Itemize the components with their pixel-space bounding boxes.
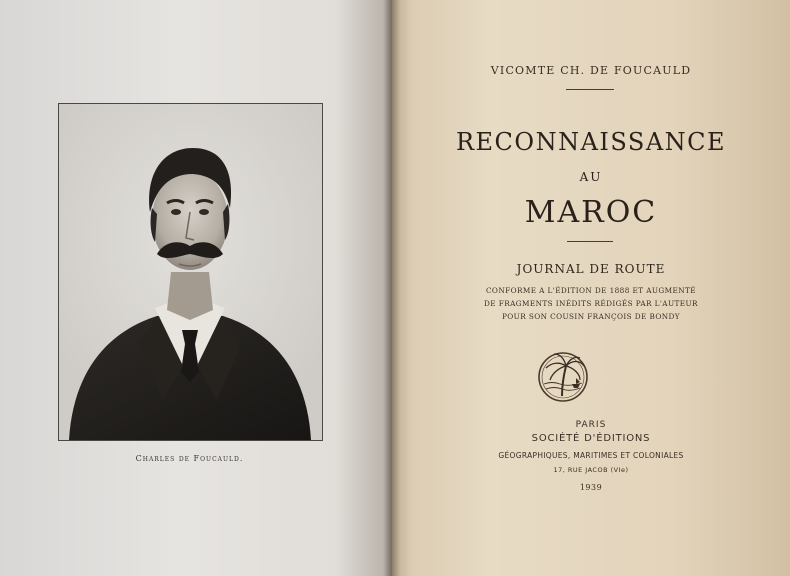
- publication-year: 1939: [579, 483, 603, 492]
- publisher-city: PARIS: [575, 420, 607, 430]
- title-line-3: MAROC: [524, 195, 658, 230]
- author-name: VICOMTE CH. DE FOUCAULD: [490, 64, 692, 77]
- portrait-caption: Charles de Foucauld.: [135, 454, 244, 463]
- frontispiece-portrait: [58, 103, 323, 441]
- publisher-name-line-2: GÉOGRAPHIQUES, MARITIMES ET COLONIALES: [498, 451, 684, 460]
- title-line-1: RECONNAISSANCE: [455, 128, 727, 156]
- description-line-1: CONFORME A L'ÉDITION DE 1888 ET AUGMENTÉ: [485, 286, 697, 295]
- portrait-illustration: [59, 104, 322, 440]
- description-line-2: DE FRAGMENTS INÉDITS RÉDIGÉS PAR L'AUTEUR: [484, 299, 698, 308]
- title-line-2: AU: [579, 170, 603, 184]
- publisher-address: 17, RUE JACOB (VIe): [553, 466, 629, 474]
- title-divider: [567, 241, 613, 242]
- description-line-3: POUR SON COUSIN FRANÇOIS DE BONDY: [501, 312, 681, 321]
- publisher-emblem-icon: [536, 348, 590, 406]
- subtitle: JOURNAL DE ROUTE: [516, 262, 666, 276]
- author-divider: [566, 89, 614, 90]
- publisher-name: SOCIÉTÉ D'ÉDITIONS: [531, 433, 651, 444]
